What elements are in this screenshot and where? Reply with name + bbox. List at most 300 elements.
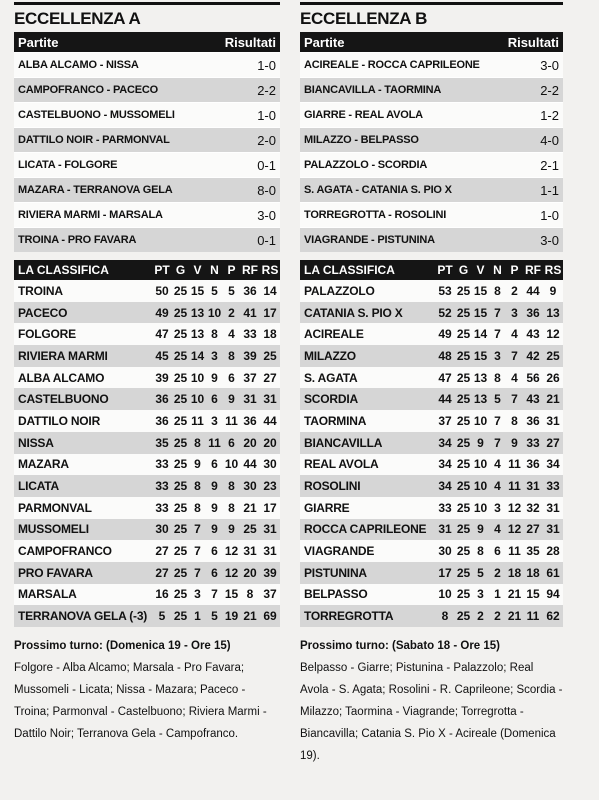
stat-v: 14 <box>473 327 488 342</box>
stat-n: 7 <box>494 435 501 450</box>
stat-rs: 37 <box>263 587 277 602</box>
stat-pt: 8 <box>441 609 449 624</box>
team-name: ROCCA CAPRILEONE <box>304 522 427 537</box>
section-title: ECCELLENZA B <box>300 9 428 28</box>
stat-v: 13 <box>190 327 205 342</box>
stat-v: 13 <box>473 370 488 385</box>
stat-g: 25 <box>456 348 471 363</box>
stat-n: 7 <box>211 587 218 602</box>
stat-rs: 25 <box>263 348 277 363</box>
stat-v: 10 <box>473 479 488 494</box>
stat-pt: 47 <box>155 327 169 342</box>
stat-g: 25 <box>173 435 188 450</box>
column-header-rs: RS <box>261 263 279 277</box>
team-name: S. AGATA <box>304 370 358 385</box>
stat-rs: 30 <box>263 457 277 472</box>
top-rule <box>14 2 280 5</box>
result-row <box>14 177 280 202</box>
stat-p: 12 <box>507 522 522 537</box>
stat-p: 2 <box>511 283 518 298</box>
stat-p: 21 <box>507 587 522 602</box>
stat-rs: 21 <box>546 392 560 407</box>
standings-row <box>14 302 280 324</box>
stat-rf: 31 <box>243 544 257 559</box>
stat-rs: 20 <box>263 435 277 450</box>
stat-rs: 31 <box>546 413 560 428</box>
stat-p: 6 <box>228 435 235 450</box>
stat-rf: 20 <box>243 435 257 450</box>
standings-row <box>300 519 563 541</box>
stat-n: 6 <box>211 457 218 472</box>
stat-p: 12 <box>224 544 239 559</box>
stat-rs: 61 <box>546 565 560 580</box>
results-header <box>14 32 280 52</box>
result-row <box>300 202 563 227</box>
next-round-fixtures: Folgore - Alba Alcamo; Marsala - Pro Favara; Mussomeli - Licata; Nissa - Mazara; Paceco - Troina; Parmonval - Castelbuono; Riviera Marmi - Dattilo Noir; Terranova Gela - Campofranco. <box>14 662 267 740</box>
team-name: ALBA ALCAMO <box>18 370 105 385</box>
stat-n: 6 <box>211 544 218 559</box>
standings-row <box>14 475 280 497</box>
stat-pt: 39 <box>155 370 169 385</box>
stat-rs: 9 <box>549 283 557 298</box>
stat-n: 10 <box>207 305 222 320</box>
match-name: TROINA - PRO FAVARA <box>18 234 137 246</box>
match-score: 0-1 <box>257 157 276 173</box>
team-name: CATANIA S. PIO X <box>304 305 403 320</box>
stat-g: 25 <box>456 544 471 559</box>
stat-v: 14 <box>190 348 205 363</box>
standings-row <box>300 584 563 606</box>
team-name: MARSALA <box>18 587 77 602</box>
stat-pt: 44 <box>438 392 452 407</box>
spacer <box>14 252 280 260</box>
stat-n: 3 <box>211 348 218 363</box>
stat-n: 11 <box>208 435 221 450</box>
match-score: 3-0 <box>540 232 559 248</box>
stat-pt: 33 <box>155 479 169 494</box>
stat-p: 11 <box>508 544 521 559</box>
stat-n: 8 <box>211 327 218 342</box>
team-name: TERRANOVA GELA (-3) <box>18 609 148 624</box>
column-header-n: N <box>210 263 219 277</box>
standings-title: LA CLASSIFICA <box>304 263 395 277</box>
stat-g: 25 <box>456 435 471 450</box>
team-name: LICATA <box>18 479 60 494</box>
stat-rs: 25 <box>546 348 560 363</box>
stat-v: 11 <box>191 413 204 428</box>
stat-v: 9 <box>194 457 201 472</box>
team-name: TAORMINA <box>304 413 367 428</box>
standings-table <box>14 260 280 627</box>
stat-rf: 27 <box>526 522 540 537</box>
stat-rf: 31 <box>526 479 540 494</box>
stat-p: 8 <box>228 479 235 494</box>
stat-n: 6 <box>494 544 501 559</box>
standings-row <box>300 388 563 410</box>
team-name: PALAZZOLO <box>304 283 375 298</box>
stat-g: 25 <box>173 305 188 320</box>
team-name: MILAZZO <box>304 348 356 363</box>
stat-rs: 26 <box>546 370 560 385</box>
stat-g: 25 <box>173 565 188 580</box>
result-row <box>14 127 280 152</box>
stat-p: 3 <box>511 305 518 320</box>
stat-rf: 36 <box>243 413 257 428</box>
stat-v: 5 <box>477 565 484 580</box>
stat-p: 4 <box>228 327 235 342</box>
stat-rf: 37 <box>243 370 257 385</box>
team-name: SCORDIA <box>304 392 358 407</box>
team-name: NISSA <box>18 435 54 450</box>
stat-rf: 36 <box>243 283 257 298</box>
stat-v: 10 <box>473 413 488 428</box>
result-row <box>14 227 280 252</box>
stat-pt: 36 <box>155 413 169 428</box>
stat-v: 10 <box>190 370 205 385</box>
stat-n: 5 <box>211 283 218 298</box>
stat-g: 25 <box>173 283 188 298</box>
stat-p: 8 <box>228 348 235 363</box>
stat-g: 25 <box>456 413 471 428</box>
stat-rf: 33 <box>526 435 540 450</box>
stat-n: 6 <box>211 392 218 407</box>
stat-pt: 35 <box>155 435 169 450</box>
stat-p: 4 <box>511 370 518 385</box>
stat-rf: 20 <box>243 565 257 580</box>
stat-pt: 33 <box>155 500 169 515</box>
team-name: CAMPOFRANCO <box>18 544 112 559</box>
stat-rs: 31 <box>263 522 277 537</box>
stat-rs: 44 <box>263 413 277 428</box>
match-name: GIARRE - REAL AVOLA <box>304 109 423 121</box>
stat-rs: 28 <box>546 544 560 559</box>
stat-p: 7 <box>511 348 518 363</box>
stat-n: 7 <box>494 305 501 320</box>
standings-row <box>14 584 280 606</box>
column-header-rf: RF <box>525 263 541 277</box>
results-header-matches: Partite <box>304 34 345 50</box>
stat-pt: 30 <box>438 544 452 559</box>
match-score: 2-1 <box>540 157 559 173</box>
stat-rf: 36 <box>526 305 540 320</box>
stat-p: 12 <box>224 565 239 580</box>
stat-p: 11 <box>225 413 238 428</box>
match-name: ACIREALE - ROCCA CAPRILEONE <box>304 59 480 71</box>
stat-v: 15 <box>473 283 488 298</box>
stat-v: 2 <box>477 609 484 624</box>
stat-rf: 44 <box>243 457 257 472</box>
stat-pt: 17 <box>438 565 452 580</box>
stat-rs: 13 <box>546 305 560 320</box>
stat-pt: 31 <box>438 522 452 537</box>
stat-rf: 21 <box>243 609 257 624</box>
next-round-title: Prossimo turno: (Sabato 18 - Ore 15) <box>300 640 501 652</box>
team-name: BIANCAVILLA <box>304 435 383 450</box>
standings-row <box>14 562 280 584</box>
stat-p: 18 <box>507 565 522 580</box>
standings-row <box>300 497 563 519</box>
stat-v: 9 <box>477 435 484 450</box>
stat-pt: 5 <box>158 609 166 624</box>
stat-rf: 11 <box>526 609 540 624</box>
standings-title: LA CLASSIFICA <box>18 263 109 277</box>
stat-v: 10 <box>190 392 205 407</box>
stat-rf: 30 <box>243 479 257 494</box>
match-score: 3-0 <box>257 207 276 223</box>
stat-rf: 42 <box>526 348 540 363</box>
stat-pt: 53 <box>438 283 452 298</box>
stat-rs: 31 <box>263 544 277 559</box>
eccellenza-a-section <box>14 0 280 745</box>
match-name: CASTELBUONO - MUSSOMELI <box>18 109 175 121</box>
stat-rs: 34 <box>546 457 560 472</box>
stat-g: 25 <box>456 609 471 624</box>
stat-g: 25 <box>173 413 188 428</box>
stat-rs: 12 <box>546 327 560 342</box>
stat-pt: 27 <box>155 565 169 580</box>
stat-rs: 17 <box>263 305 277 320</box>
team-name: PACECO <box>18 305 68 320</box>
stat-rf: 36 <box>526 457 540 472</box>
stat-rf: 15 <box>526 587 540 602</box>
stat-v: 10 <box>473 500 488 515</box>
stat-pt: 47 <box>438 370 452 385</box>
stat-pt: 34 <box>438 479 452 494</box>
standings-header <box>300 260 563 280</box>
standings-row <box>14 280 280 302</box>
stat-v: 3 <box>477 587 484 602</box>
stat-g: 25 <box>456 327 471 342</box>
standings-row <box>300 302 563 324</box>
stat-n: 4 <box>494 479 501 494</box>
stat-g: 25 <box>456 305 471 320</box>
stat-v: 8 <box>194 479 201 494</box>
stat-rs: 18 <box>263 327 277 342</box>
match-score: 1-2 <box>540 107 559 123</box>
stat-rf: 21 <box>243 500 257 515</box>
column-header-g: G <box>458 263 469 277</box>
stat-p: 12 <box>507 500 522 515</box>
column-header-rf: RF <box>242 263 258 277</box>
results-list <box>300 52 563 252</box>
stat-g: 25 <box>173 587 188 602</box>
stat-pt: 45 <box>155 348 169 363</box>
standings-row <box>14 345 280 367</box>
stat-v: 3 <box>194 587 201 602</box>
match-score: 2-0 <box>257 132 276 148</box>
eccellenza-b-section <box>300 0 563 767</box>
stat-g: 25 <box>173 522 188 537</box>
standings-row <box>14 323 280 345</box>
match-score: 2-2 <box>540 82 559 98</box>
standings-row <box>14 367 280 389</box>
match-score: 1-0 <box>540 207 559 223</box>
standings-row <box>300 345 563 367</box>
stat-rf: 41 <box>243 305 257 320</box>
stat-n: 7 <box>494 413 501 428</box>
match-name: TORREGROTTA - ROSOLINI <box>304 209 447 221</box>
match-name: RIVIERA MARMI - MARSALA <box>18 209 163 221</box>
standings-row <box>14 605 280 627</box>
stat-pt: 27 <box>155 544 169 559</box>
stat-v: 15 <box>473 305 488 320</box>
stat-v: 13 <box>473 392 488 407</box>
stat-rf: 33 <box>243 327 257 342</box>
stat-pt: 33 <box>155 457 169 472</box>
results-header-matches: Partite <box>18 34 59 50</box>
stat-rs: 33 <box>546 479 560 494</box>
standings-row <box>300 454 563 476</box>
top-rule <box>300 2 563 5</box>
stat-p: 15 <box>224 587 239 602</box>
column-header-v: V <box>476 263 485 277</box>
result-row <box>300 52 563 77</box>
stat-v: 15 <box>473 348 488 363</box>
results-list <box>14 52 280 252</box>
stat-n: 9 <box>211 522 218 537</box>
result-row <box>14 152 280 177</box>
match-name: BIANCAVILLA - TAORMINA <box>304 84 442 96</box>
match-name: CAMPOFRANCO - PACECO <box>18 84 159 96</box>
match-score: 1-0 <box>257 107 276 123</box>
match-score: 1-0 <box>257 57 276 73</box>
stat-g: 25 <box>173 392 188 407</box>
stat-n: 5 <box>211 609 218 624</box>
section-title: ECCELLENZA A <box>14 9 141 28</box>
standings-row <box>300 562 563 584</box>
match-name: PALAZZOLO - SCORDIA <box>304 159 428 171</box>
stat-rs: 39 <box>263 565 277 580</box>
standings-row <box>300 367 563 389</box>
match-name: S. AGATA - CATANIA S. PIO X <box>304 184 452 196</box>
stat-g: 25 <box>456 565 471 580</box>
result-row <box>300 177 563 202</box>
stat-n: 3 <box>494 500 501 515</box>
stat-p: 11 <box>508 479 521 494</box>
stat-rf: 43 <box>526 392 540 407</box>
match-name: MAZARA - TERRANOVA GELA <box>18 184 173 196</box>
stat-rs: 31 <box>546 522 560 537</box>
stat-rf: 18 <box>526 565 540 580</box>
standings-row <box>300 410 563 432</box>
stat-g: 25 <box>456 500 471 515</box>
stat-n: 3 <box>494 348 501 363</box>
stat-n: 3 <box>211 413 218 428</box>
column-header-p: P <box>510 263 519 277</box>
column-header-rs: RS <box>544 263 562 277</box>
stat-rs: 62 <box>546 609 560 624</box>
stat-rs: 69 <box>263 609 277 624</box>
match-score: 0-1 <box>257 232 276 248</box>
standings-row <box>300 323 563 345</box>
stat-p: 9 <box>228 522 235 537</box>
team-name: PARMONVAL <box>18 500 92 515</box>
standings-row <box>300 540 563 562</box>
stat-v: 7 <box>194 544 201 559</box>
standings-row <box>300 605 563 627</box>
result-row <box>300 152 563 177</box>
result-row <box>300 102 563 127</box>
stat-rs: 31 <box>263 392 277 407</box>
standings-header <box>14 260 280 280</box>
stat-n: 2 <box>494 565 501 580</box>
standings-row <box>300 280 563 302</box>
stat-g: 25 <box>173 544 188 559</box>
stat-g: 25 <box>173 479 188 494</box>
match-score: 1-1 <box>540 182 559 198</box>
standings-row <box>14 497 280 519</box>
stat-rf: 39 <box>243 348 257 363</box>
stat-v: 8 <box>194 500 201 515</box>
team-name: PISTUNINA <box>304 565 367 580</box>
stat-v: 8 <box>194 435 201 450</box>
stat-v: 13 <box>190 305 205 320</box>
stat-pt: 37 <box>438 413 452 428</box>
stat-rf: 35 <box>526 544 540 559</box>
stat-v: 7 <box>194 565 201 580</box>
team-name: MUSSOMELI <box>18 522 89 537</box>
stat-pt: 52 <box>438 305 452 320</box>
stat-n: 5 <box>494 392 501 407</box>
stat-pt: 36 <box>155 392 169 407</box>
standings-row <box>14 540 280 562</box>
stat-pt: 49 <box>155 305 169 320</box>
stat-pt: 34 <box>438 435 452 450</box>
team-name: GIARRE <box>304 500 350 515</box>
match-name: ALBA ALCAMO - NISSA <box>18 59 139 71</box>
stat-n: 4 <box>494 522 501 537</box>
stat-n: 9 <box>211 500 218 515</box>
stat-pt: 48 <box>438 348 452 363</box>
stat-g: 25 <box>456 392 471 407</box>
stat-p: 4 <box>511 327 518 342</box>
stat-rf: 25 <box>243 522 257 537</box>
next-round-title: Prossimo turno: (Domenica 19 - Ore 15) <box>14 640 231 652</box>
stat-g: 25 <box>173 500 188 515</box>
stat-p: 21 <box>507 609 522 624</box>
stat-p: 6 <box>228 370 235 385</box>
next-round <box>300 635 563 767</box>
team-name: MAZARA <box>18 457 69 472</box>
stat-rs: 23 <box>263 479 277 494</box>
results-header-scores: Risultati <box>507 34 559 50</box>
match-score: 4-0 <box>540 132 559 148</box>
stat-rs: 31 <box>546 500 560 515</box>
stat-p: 8 <box>228 500 235 515</box>
stat-rs: 27 <box>263 370 277 385</box>
stat-rs: 27 <box>546 435 560 450</box>
stat-v: 8 <box>477 544 484 559</box>
stat-p: 8 <box>511 413 518 428</box>
stat-p: 7 <box>511 392 518 407</box>
stat-p: 2 <box>228 305 235 320</box>
stat-g: 25 <box>173 327 188 342</box>
team-name: REAL AVOLA <box>304 457 379 472</box>
stat-rs: 14 <box>263 283 277 298</box>
stat-rf: 43 <box>526 327 540 342</box>
stat-g: 25 <box>456 479 471 494</box>
results-header <box>300 32 563 52</box>
standings-body <box>14 280 280 627</box>
stat-g: 25 <box>456 370 471 385</box>
team-name: ROSOLINI <box>304 479 361 494</box>
standings-row <box>14 432 280 454</box>
next-round <box>14 635 280 745</box>
stat-n: 1 <box>494 587 501 602</box>
standings-row <box>14 519 280 541</box>
result-row <box>300 127 563 152</box>
stat-p: 9 <box>228 392 235 407</box>
